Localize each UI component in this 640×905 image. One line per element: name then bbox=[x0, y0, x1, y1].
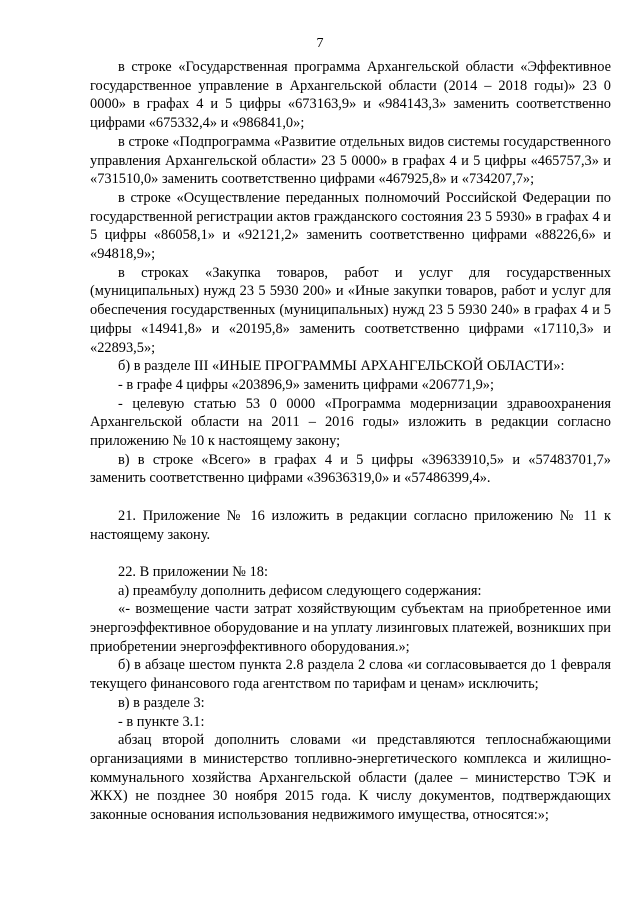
paragraph: в строке «Подпрограмма «Развитие отдельных видов системы государственного управления Архангельской области» 23 5 0000» в графах 4 и 5 цифры «465757,3» и «731510,0» заменить соответственно цифрами «467925,8» и «734207,7»; bbox=[90, 133, 611, 188]
paragraph: а) преамбулу дополнить дефисом следующего содержания: bbox=[118, 582, 482, 599]
paragraph: - в пункте 3.1: bbox=[118, 713, 205, 730]
paragraph: в) в строке «Всего» в графах 4 и 5 цифры «39633910,5» и «57483701,7» заменить соответственно цифрами «39636319,0» и «57486399,4». bbox=[90, 451, 611, 487]
document-body bbox=[90, 58, 611, 825]
paragraph: «- возмещение части затрат хозяйствующим субъектам на приобретенное ими энергоэффективное оборудование и на уплату лизинговых платежей, возникших при приобретении энергоэффективного оборудования.»; bbox=[90, 601, 611, 655]
paragraph-item-22: 22. В приложении № 18: bbox=[118, 563, 268, 580]
paragraph: в) в разделе 3: bbox=[118, 694, 205, 711]
paragraph: б) в разделе III «ИНЫЕ ПРОГРАММЫ АРХАНГЕЛЬСКОЙ ОБЛАСТИ»: bbox=[118, 358, 565, 375]
paragraph: в строке «Государственная программа Архангельской области «Эффективное государственное управление в Архангельской области (2014 – 2018 годы)» 23 0 0000» в графах 4 и 5 цифры «673163,9» и «984143,3» заменить соответственно цифрами «675332,4» и «986841,0»; bbox=[90, 59, 611, 132]
paragraph-item-21: 21. Приложение № 16 изложить в редакции согласно приложению № 11 к настоящему закону. bbox=[90, 507, 611, 543]
paragraph: - целевую статью 53 0 0000 «Программа модернизации здравоохранения Архангельской области на 2011 – 2016 годы» изложить в редакции согласно приложению № 10 к настоящему закону; bbox=[90, 395, 611, 450]
page-number: 7 bbox=[316, 36, 324, 51]
paragraph: б) в абзаце шестом пункта 2.8 раздела 2 слова «и согласовывается до 1 февраля текущего финансового года агентством по тарифам и ценам» исключить; bbox=[90, 657, 611, 693]
paragraph: - в графе 4 цифры «203896,9» заменить цифрами «206771,9»; bbox=[118, 376, 494, 393]
paragraph: в строках «Закупка товаров, работ и услуг для государственных (муниципальных) нужд 23 5 5930 200» и «Иные закупки товаров, работ и услуг для обеспечения государственных (муниципальных) нужд 23 5 5930 240» в графах 4 и 5 цифры «14941,8» и «20195,8» заменить соответственно цифрами «17110,3» и «22893,5»; bbox=[90, 264, 611, 356]
paragraph: в строке «Осуществление переданных полномочий Российской Федерации по государственной регистрации актов гражданского состояния 23 5 5930» в графах 4 и 5 цифры «86058,1» и «92121,2» заменить соответственно цифрами «88226,6» и «94818,9»; bbox=[90, 189, 611, 263]
paragraph: абзац второй дополнить словами «и представляются теплоснабжающими организациями в министерство топливно-энергетического комплекса и жилищно-коммунального хозяйства Архангельской области (далее – министерство ТЭК и ЖКХ) не позднее 30 ноября 2015 года. К числу документов, подтверждающих законные основания использования недвижимого имущества, относятся:»; bbox=[90, 732, 611, 824]
